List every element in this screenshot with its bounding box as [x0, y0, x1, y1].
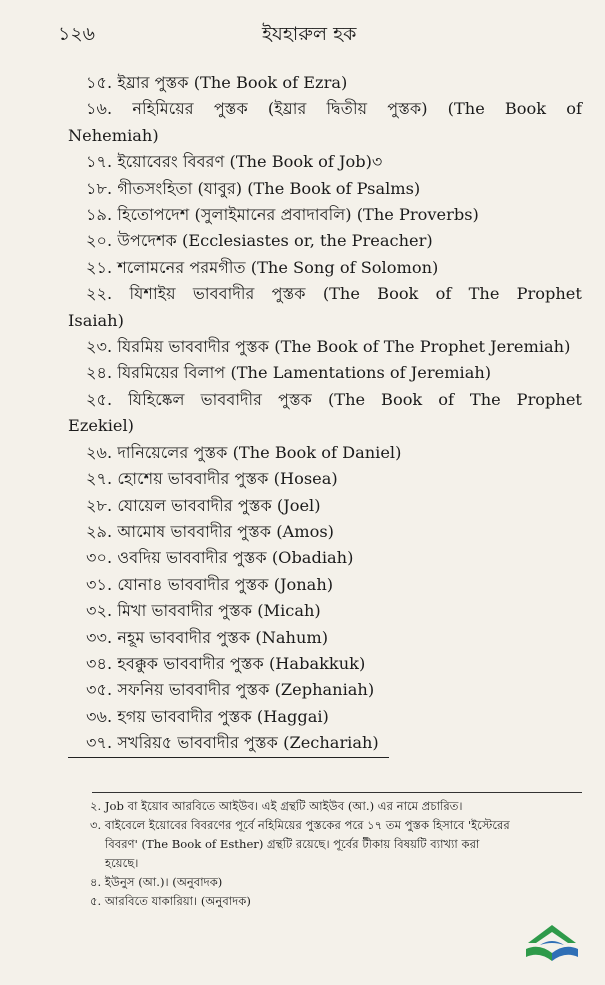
item-title: শলোমনের পরমগীত (The Song of Solomon) — [117, 257, 439, 277]
item-word: যিশাইয় — [129, 284, 176, 304]
item-title: ওবদিয় ভাববাদীর পুস্তক (Obadiah) — [117, 548, 354, 568]
item-word: পুস্তক) — [387, 99, 428, 119]
item-word: (The — [447, 99, 485, 119]
item-word: Prophet — [516, 284, 582, 304]
item-word: (ইয্রার — [267, 99, 307, 119]
item-word: ভাববাদীর — [200, 389, 263, 409]
item-first-line — [68, 281, 582, 307]
item-number: ২৩. — [86, 337, 113, 357]
item-word: The — [468, 284, 500, 304]
book-list-item — [68, 493, 582, 519]
item-title: সখরিয়৫ ভাববাদীর পুস্তক (Zechariah) — [117, 733, 379, 753]
book-list-item — [68, 281, 582, 334]
item-continuation: Ezekiel) — [68, 416, 134, 436]
item-word: যিহিষ্কেল — [128, 389, 185, 409]
item-number: ৩১. — [86, 574, 113, 594]
item-title: ইয়োবেরং বিবরণ (The Book of Job)৩ — [117, 152, 383, 172]
logo-wave — [540, 941, 564, 945]
item-word: নহিমিয়ের — [132, 99, 194, 119]
item-line — [68, 205, 479, 224]
item-title: ইয্রার পুস্তক (The Book of Ezra) — [117, 73, 348, 92]
item-word: Book — [381, 389, 423, 409]
item-word: of — [435, 284, 452, 304]
book-list-item — [68, 70, 582, 96]
item-number: ১৭. — [86, 152, 113, 172]
item-word: Book — [377, 284, 419, 304]
item-word: দ্বিতীয় — [326, 99, 368, 119]
book-list-item — [68, 387, 582, 440]
item-line — [68, 601, 321, 620]
item-number: ৩৫. — [86, 680, 113, 700]
book-list-item — [68, 176, 582, 202]
book-list-item — [68, 202, 582, 228]
item-word: পুস্তক — [271, 284, 306, 304]
item-number: ১৫. — [86, 73, 113, 92]
item-word: (The — [322, 284, 360, 304]
item-title: সফনিয় ভাববাদীর পুস্তক (Zephaniah) — [117, 680, 375, 700]
book-list-item — [68, 519, 582, 545]
item-line — [68, 73, 347, 92]
footnote-2: ২. Job বা ইয়োব আরবিতে আইউব। এই গ্রন্থটি আইউব (আ.) এর নামে প্রচারিত। — [90, 799, 463, 813]
item-title: দানিয়েলের পুস্তক (The Book of Daniel) — [117, 442, 402, 462]
running-title: ইযহারুল হক — [262, 23, 357, 45]
item-word: ভাববাদীর — [192, 284, 255, 304]
item-word: of — [438, 389, 454, 409]
item-line — [68, 707, 329, 726]
book-list-item — [68, 730, 582, 757]
item-line — [68, 628, 328, 647]
book-list-item — [68, 625, 582, 651]
item-line — [68, 363, 491, 382]
item-line — [68, 680, 374, 699]
item-word: of — [566, 99, 582, 119]
item-title: যিরমিয়ের বিলাপ (The Lamentations of Jeremiah) — [117, 363, 492, 383]
footnote-5: ৫. আরবিতে যাকারিয়া। (অনুবাদক) — [90, 894, 251, 908]
item-number: ১৮. — [86, 178, 113, 198]
footnotes — [90, 797, 590, 911]
item-title: উপদেশক (Ecclesiastes or, the Preacher) — [117, 231, 433, 251]
footnote-4: ৪. ইউনুস (আ.)। (অনুবাদক) — [90, 875, 223, 889]
publisher-logo — [522, 921, 582, 965]
item-title: হিতোপদেশ (সুলাইমানের প্রবাদাবলি) (The Proverbs) — [117, 205, 479, 225]
footnote-divider — [92, 792, 582, 793]
item-word: (The — [327, 389, 366, 409]
item-line — [68, 496, 321, 515]
item-number: ২১. — [86, 257, 113, 277]
item-line — [68, 469, 338, 488]
book-list-item — [68, 440, 582, 466]
item-word: Book — [504, 99, 547, 119]
logo-roof — [528, 925, 576, 943]
book-list-item — [68, 651, 582, 677]
item-first-line — [68, 387, 582, 413]
item-title: যিরমিয় ভাববাদীর পুস্তক (The Book of The Prophet Jeremiah) — [117, 337, 571, 357]
item-title: নহূম ভাববাদীর পুস্তক (Nahum) — [117, 627, 329, 647]
item-number: ২৭. — [86, 469, 113, 489]
item-word: পুস্তক — [278, 389, 313, 409]
logo-book-right — [552, 947, 578, 961]
item-line — [68, 733, 379, 752]
item-line — [68, 548, 353, 567]
item-number: ১৯. — [86, 205, 113, 225]
item-number: ১৬. — [86, 99, 113, 119]
item-line — [68, 654, 365, 673]
page-number: ১২৬ — [58, 23, 96, 45]
item-number: ৩৭. — [86, 733, 113, 753]
item-number: ২৮. — [86, 495, 113, 515]
item-line — [68, 443, 401, 462]
book-list-item — [68, 598, 582, 624]
book-list-item — [68, 255, 582, 281]
book-list-item — [68, 572, 582, 598]
item-line — [68, 231, 433, 250]
item-title: হোশেয় ভাববাদীর পুস্তক (Hosea) — [117, 469, 338, 489]
item-title: মিখা ভাববাদীর পুস্তক (Micah) — [117, 601, 321, 621]
item-number: ৩২. — [86, 601, 113, 621]
item-continuation: Nehemiah) — [68, 125, 159, 145]
item-number: ৩৩. — [86, 627, 113, 647]
item-first-line — [68, 96, 582, 122]
item-title: যোনা৪ ভাববাদীর পুস্তক (Jonah) — [117, 574, 334, 594]
book-list-item — [68, 149, 582, 175]
logo-book-left — [526, 947, 552, 961]
book-list-item — [68, 704, 582, 730]
item-word: The — [469, 389, 501, 409]
item-line — [68, 258, 438, 277]
book-list-item — [68, 96, 582, 149]
page-header — [0, 20, 605, 50]
item-number: ২২. — [86, 284, 113, 304]
item-number: ৩৪. — [86, 653, 113, 673]
book-list-item — [68, 228, 582, 254]
item-title: গীতসংহিতা (যাবুর) (The Book of Psalms) — [117, 178, 421, 198]
item-title: যোয়েল ভাববাদীর পুস্তক (Joel) — [117, 495, 321, 515]
item-line — [68, 337, 570, 356]
item-title: হবক্কুক ভাববাদীর পুস্তক (Habakkuk) — [117, 653, 366, 673]
book-list — [68, 70, 582, 758]
item-number: ২৬. — [86, 442, 113, 462]
item-number: ২০. — [86, 231, 113, 251]
item-line — [68, 152, 382, 171]
item-number: ২৯. — [86, 521, 113, 541]
item-number: ৩৬. — [86, 706, 113, 726]
book-list-item — [68, 545, 582, 571]
item-number: ৩০. — [86, 548, 113, 568]
item-word: Prophet — [516, 389, 582, 409]
item-number: ২৫. — [86, 389, 113, 409]
item-word: পুস্তক — [213, 99, 248, 119]
item-number: ২৪. — [86, 363, 113, 383]
item-line — [68, 575, 333, 594]
book-list-item — [68, 466, 582, 492]
item-continuation: Isaiah) — [68, 310, 124, 330]
footnote-3-cont: বিবরণ' (The Book of Esther) গ্রন্থটি রয়েছে। পূর্বের টীকায় বিষয়টি ব্যাখ্যা করা — [105, 837, 480, 851]
item-line — [68, 522, 334, 541]
item-title: আমোষ ভাববাদীর পুস্তক (Amos) — [117, 521, 334, 541]
item-line — [68, 179, 420, 198]
book-list-item — [68, 677, 582, 703]
footnote-3: ৩. বাইবেলে ইয়োবের বিবরণের পূর্বে নহিমিয়ের পুস্তকের পরে ১৭ তম পুস্তক হিসাবে 'ইস্টেরের — [90, 818, 510, 832]
item-title: হগয় ভাববাদীর পুস্তক (Haggai) — [117, 706, 329, 726]
footnote-3-cont-2: হয়েছে। — [105, 856, 139, 870]
book-list-item — [68, 360, 582, 386]
book-list-item — [68, 334, 582, 360]
